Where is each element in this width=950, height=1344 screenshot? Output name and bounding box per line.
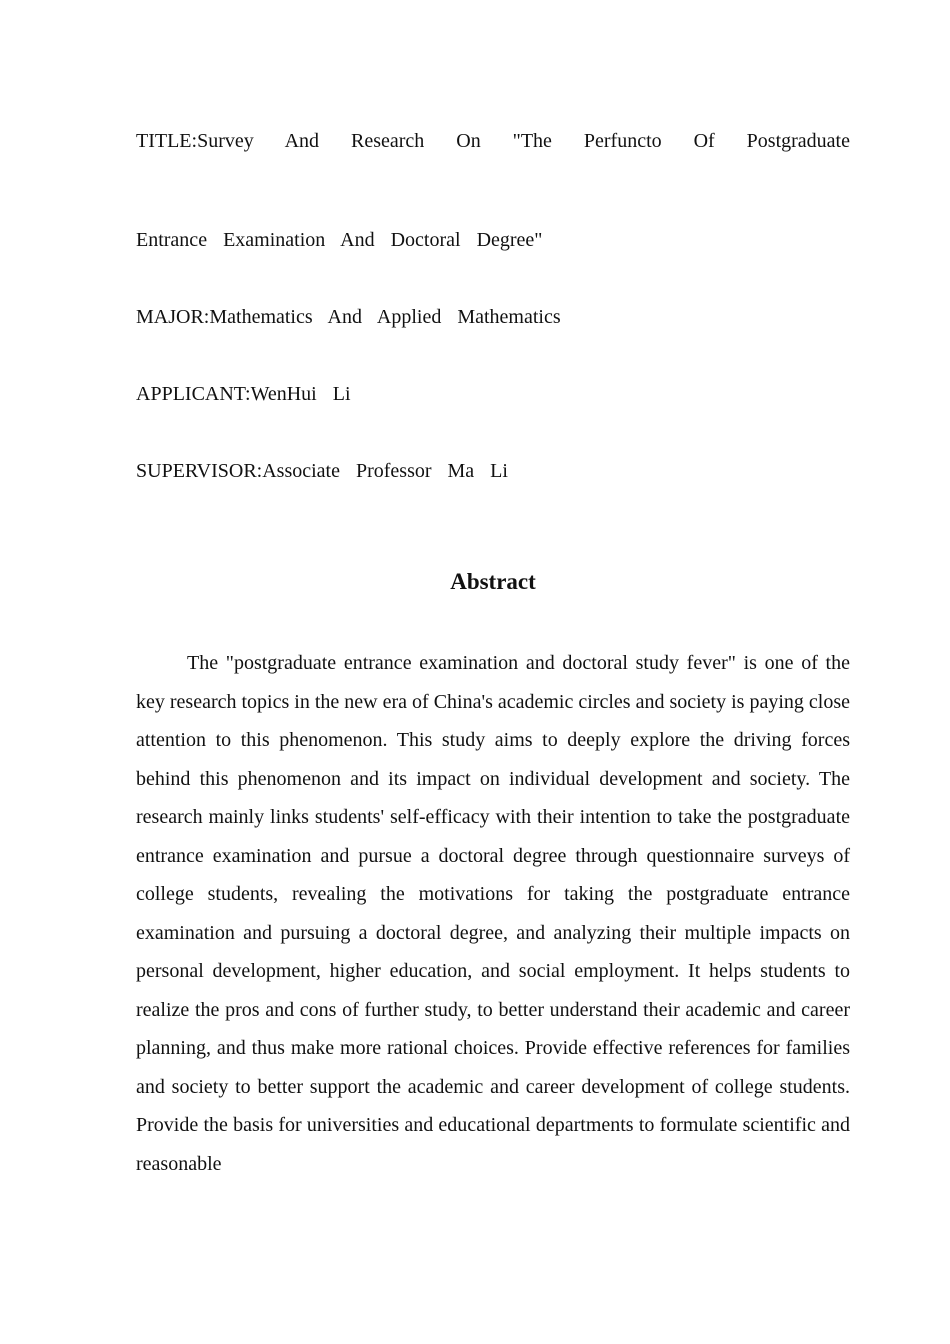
supervisor-line: SUPERVISOR:Associate Professor Ma Li xyxy=(136,460,508,482)
thesis-title-line-2: Entrance Examination And Doctoral Degree" xyxy=(136,229,543,251)
major-line: MAJOR:Mathematics And Applied Mathematics xyxy=(136,306,561,328)
abstract-body: The "postgraduate entrance examination and doctoral study fever" is one of the key research topics in the new era of China's academic circles and society is paying close attention to this phenomenon. This study aims to deeply explore the driving forces behind this phenomenon and its impact on individual development and society. The research mainly links students' self-efficacy with their intention to take the postgraduate entrance examination and pursue a doctoral degree through questionnaire surveys of college students, revealing the motivations for taking the postgraduate entrance examination and pursuing a doctoral degree, and analyzing their multiple impacts on personal development, higher education, and social employment. It helps students to realize the pros and cons of further study, to better understand their academic and career planning, and thus make more rational choices. Provide effective references for families and society to better support the academic and career development of college students. Provide the basis for universities and educational departments to formulate scientific and reasonable xyxy=(136,652,850,1175)
thesis-title-line-1: TITLE:Survey And Research On "The Perfuncto Of Postgraduate xyxy=(136,130,850,152)
document-page xyxy=(136,0,850,1344)
applicant-line: APPLICANT:WenHui Li xyxy=(136,383,351,405)
abstract-heading: Abstract xyxy=(450,569,536,594)
